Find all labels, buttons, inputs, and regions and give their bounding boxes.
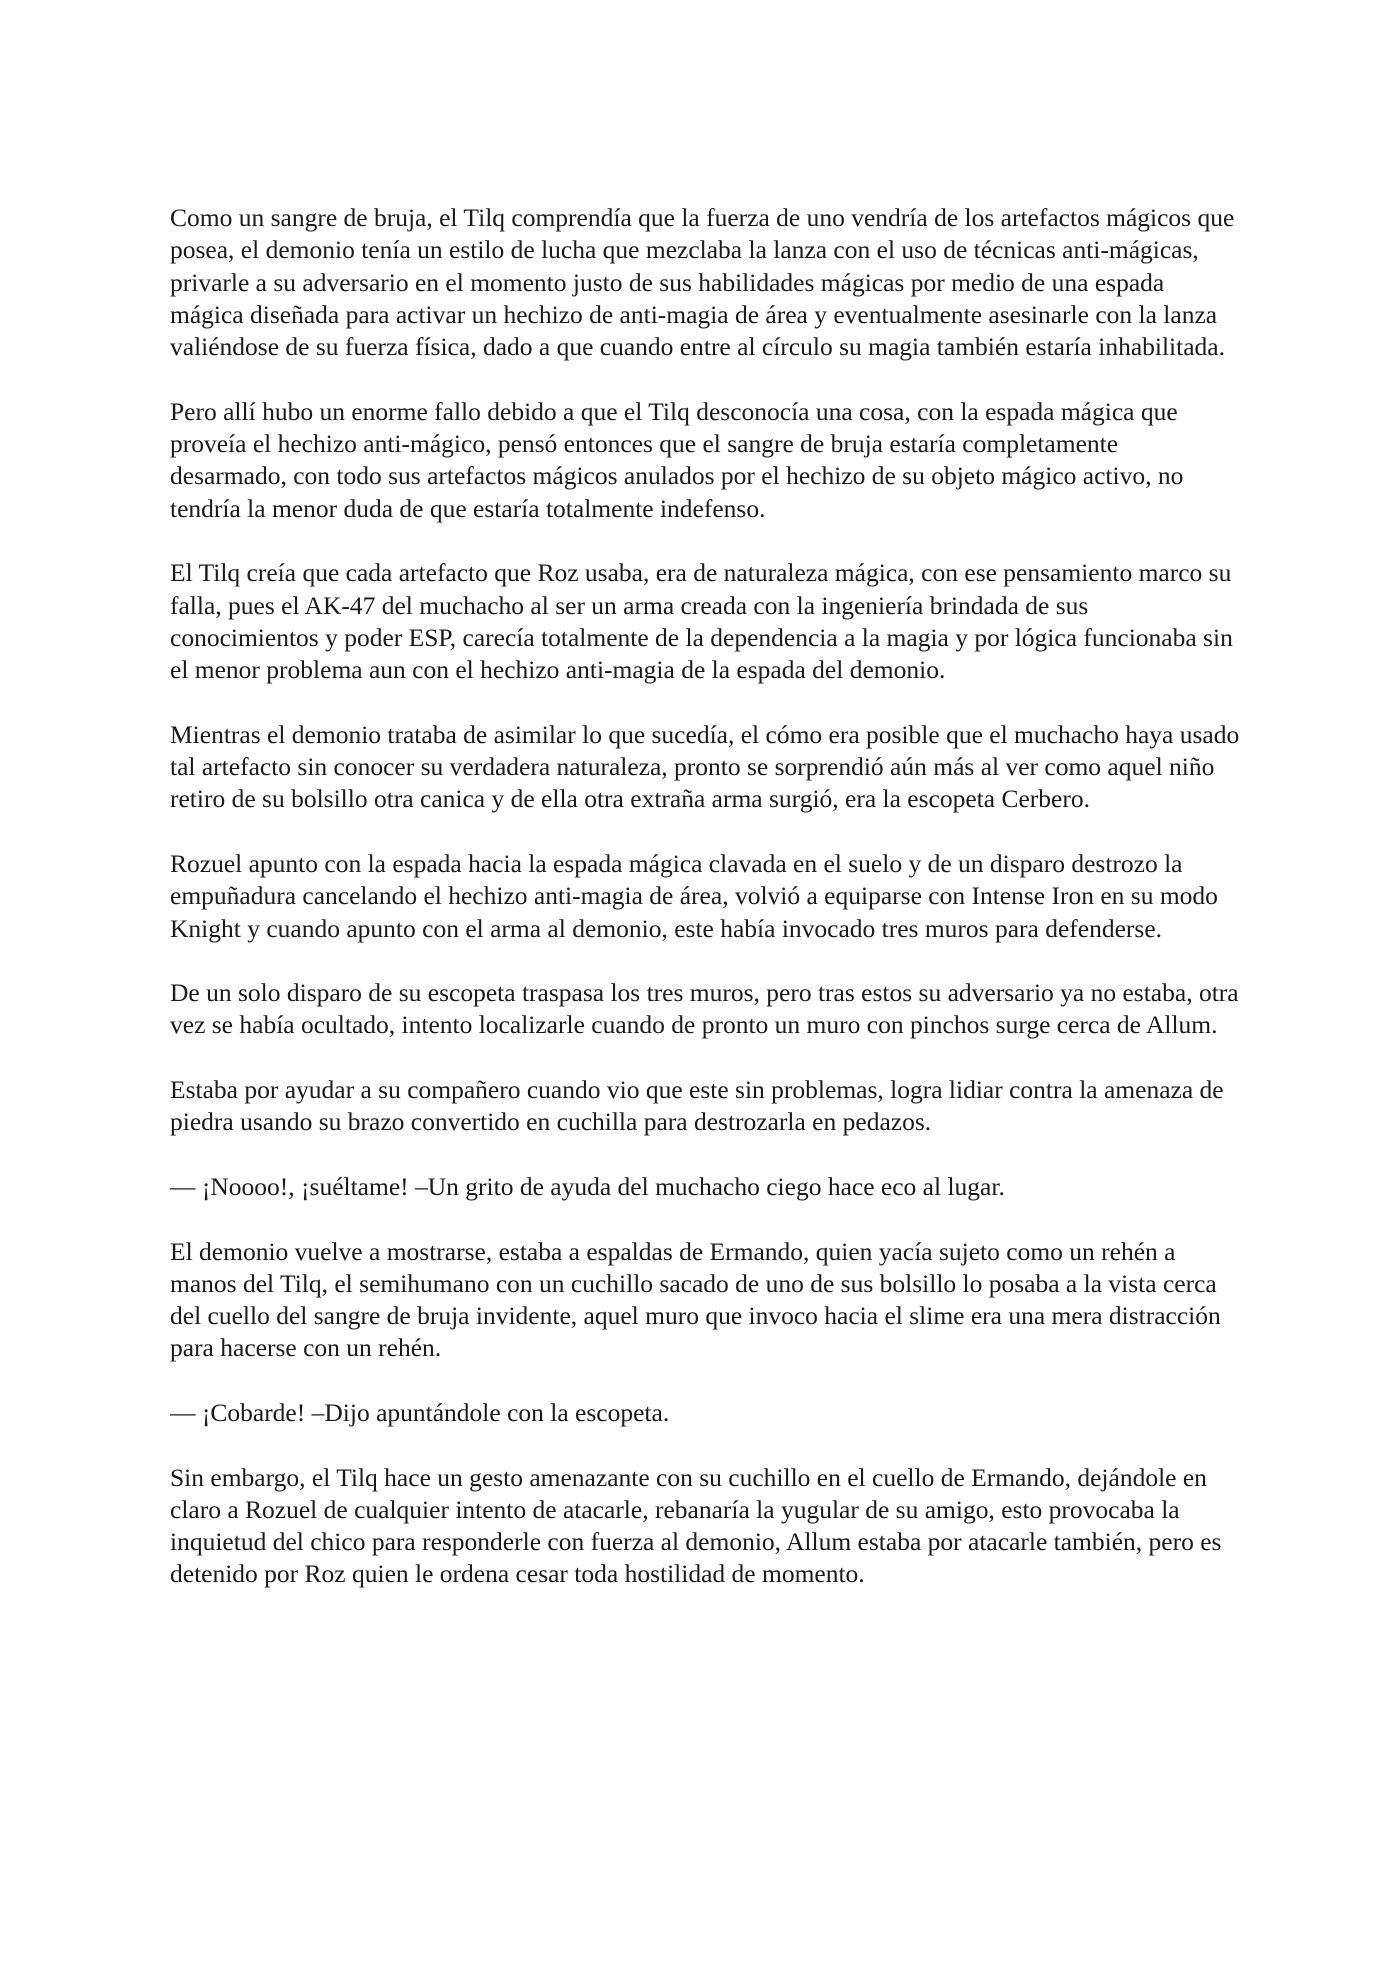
dialogue-line-1: — ¡Noooo!, ¡suéltame! –Un grito de ayuda del muchacho ciego hace eco al lugar.	[170, 1171, 1005, 1201]
paragraph-2: Pero allí hubo un enorme fallo debido a que el Tilq desconocía una cosa, con la espada mágica que proveía el hechizo anti-mágico, pensó entonces que el sangre de bruja estaría completamente desarmado, con todo sus artefactos mágicos anulados por el hechizo de su objeto mágico activo, no tendría la menor duda de que estaría totalmente indefenso.	[170, 396, 1184, 523]
dialogue-line-2: — ¡Cobarde! –Dijo apuntándole con la escopeta.	[170, 1397, 670, 1427]
paragraph-5: Rozuel apunto con la espada hacia la espada mágica clavada en el suelo y de un disparo destrozo la empuñadura cancelando el hechizo anti-magia de área, volvió a equiparse con Intense Iron en su modo Knight y cuando apunto con el arma al demonio, este había invocado tres muros para defenderse.	[170, 848, 1218, 943]
paragraph-3: El Tilq creía que cada artefacto que Roz usaba, era de naturaleza mágica, con ese pensamiento marco su falla, pues el AK-47 del muchacho al ser un arma creada con la ingeniería brindada de sus conocimientos y poder ESP, carecía totalmente de la dependencia a la magia y por lógica funcionaba sin el menor problema aun con el hechizo anti-magia de la espada del demonio.	[170, 558, 1233, 685]
paragraph-9: Sin embargo, el Tilq hace un gesto amenazante con su cuchillo en el cuello de Ermando, dejándole en claro a Rozuel de cualquier intento de atacarle, rebanaría la yugular de su amigo, esto provocaba la inquietud del chico para responderle con fuerza al demonio, Allum estaba por atacarle también, pero es detenido por Roz quien le ordena cesar toda hostilidad de momento.	[170, 1462, 1222, 1589]
paragraph-6: De un solo disparo de su escopeta traspasa los tres muros, pero tras estos su adversario ya no estaba, otra vez se había ocultado, intento localizarle cuando de pronto un muro con pinchos surge cerca de Allum.	[170, 978, 1239, 1040]
paragraph-7: Estaba por ayudar a su compañero cuando vio que este sin problemas, logra lidiar contra la amenaza de piedra usando su brazo convertido en cuchilla para destrozarla en pedazos.	[170, 1075, 1224, 1137]
paragraph-1: Como un sangre de bruja, el Tilq comprendía que la fuerza de uno vendría de los artefactos mágicos que posea, el demonio tenía un estilo de lucha que mezclaba la lanza con el uso de técnicas anti-mágicas, privarle a su adversario en el momento justo de sus habilidades mágicas por medio de una espada mágica diseñada para activar un hechizo de anti-magia de área y eventualmente asesinarle con la lanza valiéndose de su fuerza física, dado a que cuando entre al círculo su magia también estaría inhabilitada.	[170, 203, 1235, 362]
paragraph-4: Mientras el demonio trataba de asimilar lo que sucedía, el cómo era posible que el muchacho haya usado tal artefacto sin conocer su verdadera naturaleza, pronto se sorprendió aún más al ver como aquel niño retiro de su bolsillo otra canica y de ella otra extraña arma surgió, era la escopeta Cerbero.	[170, 719, 1240, 814]
body-text	[170, 202, 1240, 1591]
paragraph-8: El demonio vuelve a mostrarse, estaba a espaldas de Ermando, quien yacía sujeto como un rehén a manos del Tilq, el semihumano con un cuchillo sacado de uno de sus bolsillo lo posaba a la vista cerca del cuello del sangre de bruja invidente, aquel muro que invoco hacia el slime era una mera distracción para hacerse con un rehén.	[170, 1236, 1221, 1363]
